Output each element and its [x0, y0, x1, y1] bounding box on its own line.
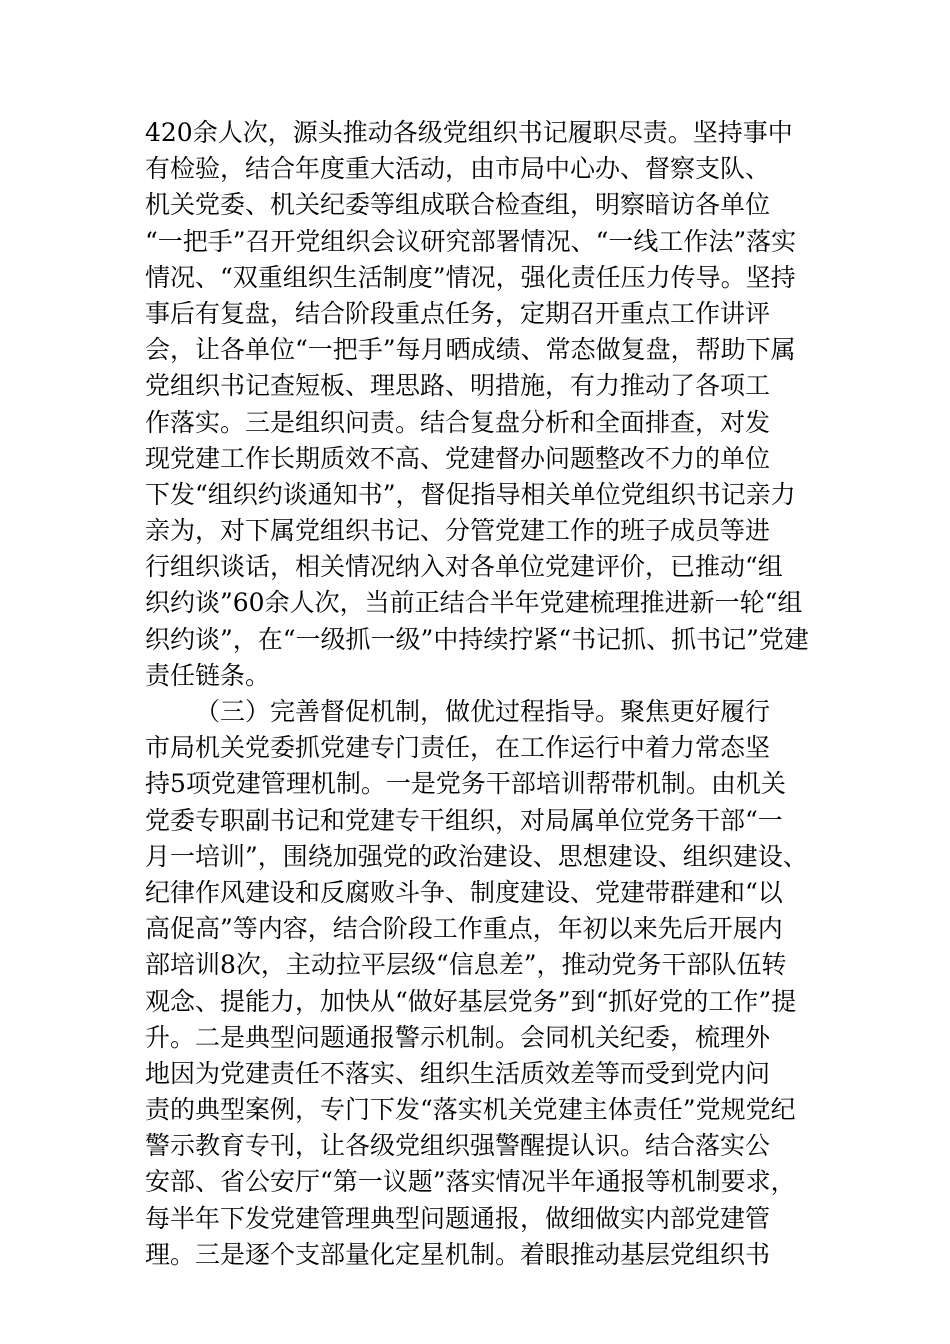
- text-line: 理。三是逐个支部量化定星机制。着眼推动基层党组织书: [145, 1239, 771, 1269]
- text-line: 现党建工作长期质效不高、党建督办问题整改不力的单位: [145, 443, 771, 473]
- text-line: 党组织书记查短板、理思路、明措施，有力推动了各项工: [145, 371, 771, 401]
- text-line: 420余人次，源头推动各级党组织书记履职尽责。坚持事中: [145, 118, 793, 147]
- text-line: 下发“组织约谈通知书”，督促指导相关单位党组织书记亲力: [145, 479, 796, 509]
- text-line: 事后有复盘，结合阶段重点任务，定期召开重点工作讲评: [145, 298, 771, 328]
- text-line: 责的典型案例，专门下发“落实机关党建主体责任”党规党纪: [145, 1095, 796, 1125]
- text-line: 高促高”等内容，结合阶段工作重点，年初以来先后开展内: [145, 914, 783, 944]
- text-line: 升。二是典型问题通报警示机制。会同机关纪委，梳理外: [145, 1022, 771, 1052]
- text-line: 月一培训”，围绕加强党的政治建设、思想建设、组织建设、: [145, 841, 808, 871]
- text-line: 责任链条。: [145, 660, 271, 690]
- text-line: 警示教育专刊，让各级党组织强警醒提认识。结合落实公: [145, 1131, 771, 1161]
- text-line: 亲为，对下属党组织书记、分管党建工作的班子成员等进: [145, 516, 771, 546]
- text-line: 有检验，结合年度重大活动，由市局中心办、督察支队、: [145, 154, 771, 184]
- text-line: 会，让各单位“一把手”每月晒成绩、常态做复盘，帮助下属: [145, 335, 796, 365]
- text-line: 部培训8次，主动拉平层级“信息差”，推动党务干部队伍转: [145, 950, 787, 980]
- text-line: 情况、“双重组织生活制度”情况，强化责任压力传导。坚持: [145, 262, 796, 292]
- text-line: 地因为党建责任不落实、组织生活质效差等而受到党内问: [145, 1058, 771, 1088]
- text-line: “一把手”召开党组织会议研究部署情况、“一线工作法”落实: [145, 226, 797, 256]
- text-line: 安部、省公安厅“第一议题”落实情况半年通报等机制要求，: [145, 1167, 796, 1197]
- section-heading-line: （三）完善督促机制，做优过程指导。聚焦更好履行: [195, 697, 771, 726]
- text-line: 每半年下发党建管理典型问题通报，做细做实内部党建管: [145, 1203, 771, 1233]
- text-line: 观念、提能力，加快从“做好基层党务”到“抓好党的工作”提: [145, 986, 797, 1016]
- text-line: 作落实。三是组织问责。结合复盘分析和全面排查，对发: [145, 407, 771, 437]
- text-line: 机关党委、机关纪委等组成联合检查组，明察暗访各单位: [145, 190, 771, 220]
- text-line: 织约谈”60余人次，当前正结合半年党建梳理推进新一轮“组: [145, 588, 803, 618]
- text-line: 织约谈”，在“一级抓一级”中持续拧紧“书记抓、抓书记”党建: [145, 624, 809, 654]
- body-text: [145, 115, 825, 1273]
- text-line: 行组织谈话，相关情况纳入对各单位党建评价，已推动“组: [145, 552, 783, 582]
- text-line: 市局机关党委抓党建专门责任，在工作运行中着力常态坚: [145, 733, 771, 763]
- text-line: 党委专职副书记和党建专干组织，对局属单位党务干部“一: [145, 805, 783, 835]
- text-line: 纪律作风建设和反腐败斗争、制度建设、党建带群建和“以: [145, 877, 783, 907]
- text-line: 持5项党建管理机制。一是党务干部培训帮带机制。由机关: [145, 769, 786, 799]
